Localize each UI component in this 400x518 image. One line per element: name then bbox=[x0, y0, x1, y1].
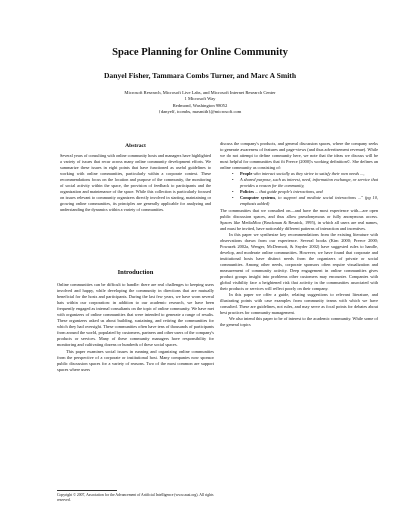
intro-paragraph: Online communities can be difficult to handle: there are real challenges to keeping users involved and happy, while developing the community in directions that are mutually beneficial for the hosts and participants. During the last few years, we have worn several hats within our corporation: in addition to our academic research, we have been frequently engaged as internal consultants on the topic of online community. We have met with organizers of online communities that were intended to generate a range of results. These organizers asked us about building, sustaining, and retiring the communities for which they had oversight. These communities often have tens of thousands of participants from around the world, populated by customers, partners and other users of the company's products or services. Many of these community managers have responsibility for monitoring and cultivating dozens or hundreds of these social spaces. bbox=[57, 282, 214, 348]
body-paragraph: In this paper we synthesize key recommendations from the existing literature with observations drawn from our experience. Several books (Kim 2000; Preece 2000; Powazek 2002a, Wenger, McDermott, & Snyder 2002) have suggested rules to handle, develop, and moderate online communities. However, we have found that corporate and institutional hosts have distinct needs from the organizers of private or social communities. Among other needs, corporate sponsors often require visualization and measurement of community activity. Deep engagement in online communities gives product groups insight into problems other customers may encounter. Companies with global visibility face a heightened risk that activity in the communities associated with their products or services will reflect poorly on their company. bbox=[220, 231, 378, 292]
definition-text: A shared purpose, such as interest, need, information exchange, or service that provides a reason for the community, bbox=[240, 177, 378, 189]
footnote-divider bbox=[57, 490, 117, 491]
body-paragraph: discuss the company's products, and general discussion spaces, where the company seeks to generate awareness of features and page-views (and thus advertisement revenue). While we do not attempt to define community here, we note that the ideas we discuss will be most helpful for communities that fit Preece (2000)'s working definition©. She defines an online community as consisting of: bbox=[220, 141, 378, 171]
definition-item bbox=[232, 177, 378, 189]
definition-term: Policies bbox=[240, 189, 254, 195]
definition-term: Computer systems bbox=[240, 195, 276, 201]
abstract-heading: Abstract bbox=[125, 143, 146, 149]
affiliation-line: Microsoft Research, Microsoft Live Labs, and Microsoft Internet Research Center bbox=[124, 90, 276, 95]
introduction-body bbox=[57, 282, 214, 373]
body-paragraph: The communities that we consulted on—and have the most experience with—are open public discussion spaces, and thus allow pseudonymous or fully anonymous access. Spaces like MediaMoo (Bruckman & Resnick, 1995), in which all users are real names, and must be invited, have noticeably different patterns of interaction and incentives. bbox=[220, 207, 378, 231]
bullet-icon: • bbox=[232, 171, 234, 177]
introduction-heading: Introduction bbox=[117, 269, 154, 276]
definition-text: who interact socially as they strive to satisfy their own needs ..., bbox=[252, 171, 365, 177]
affiliation-line: {danyelf, tcombs, masmith}@microsoft.com bbox=[158, 109, 242, 115]
definition-text: , to support and mediate social interactions ..." (pg 10, emphasis added) bbox=[240, 195, 378, 207]
paper-authors: Danyel Fisher, Tammara Combs Turner, and Marc A Smith bbox=[103, 71, 297, 80]
community-definition-list bbox=[220, 171, 378, 207]
copyright-footnote: Copyright © 2007, Association for the Advancement of Artificial Intelligence (www.aaai.org). All rights reserved. bbox=[57, 493, 214, 502]
body-paragraph: We also intend this paper to be of interest to the academic community. While some of the general topics bbox=[220, 316, 378, 328]
definition-text: ... that guide people's interactions, and bbox=[254, 189, 323, 195]
bullet-icon: • bbox=[232, 189, 234, 195]
abstract-text: Several years of consulting with online community hosts and managers have highlighted a variety of issues that recur across many online community development efforts. We summarize these issues in eight points that have functioned as useful guidelines to working with online communities, particularly within a corporate context. These recommendations focus on the location and purpose of the community, the monitoring of social activity within the space, the provision of feedback to participants and the organization and maintenance of the space. While this collection is particularly focused on issues relevant to community organizers directly involved in starting, maintaining or growing online communities, its principles are generally applicable for analyzing and understanding the dynamics within a variety of communities. bbox=[60, 153, 211, 212]
body-paragraph: In this paper we offer a guide, relating suggestions to relevant literature, and illustrating points with case examples from community teams with which we have consulted. These are guidelines, not rules, and may serve as focal points for debates about best practices for community management. bbox=[220, 292, 378, 316]
right-column-text bbox=[220, 141, 378, 328]
bullet-icon: • bbox=[232, 195, 234, 201]
paper-title: Space Planning for Online Community bbox=[112, 47, 288, 58]
definition-item bbox=[232, 195, 378, 207]
intro-paragraph: This paper examines social issues in running and organizing online communities from the perspective of a corporate or institutional host. Many companies now sponsor public discussion spaces for a variety of reasons. Two of the most common are support spaces where users bbox=[57, 348, 214, 372]
affiliation-line: Redmond, Washington 98052 bbox=[172, 102, 228, 108]
affiliation-line: 1 Microsoft Way bbox=[184, 96, 216, 102]
affiliation-block bbox=[0, 90, 400, 116]
definition-term: People bbox=[240, 171, 253, 177]
bullet-icon: • bbox=[232, 177, 234, 183]
